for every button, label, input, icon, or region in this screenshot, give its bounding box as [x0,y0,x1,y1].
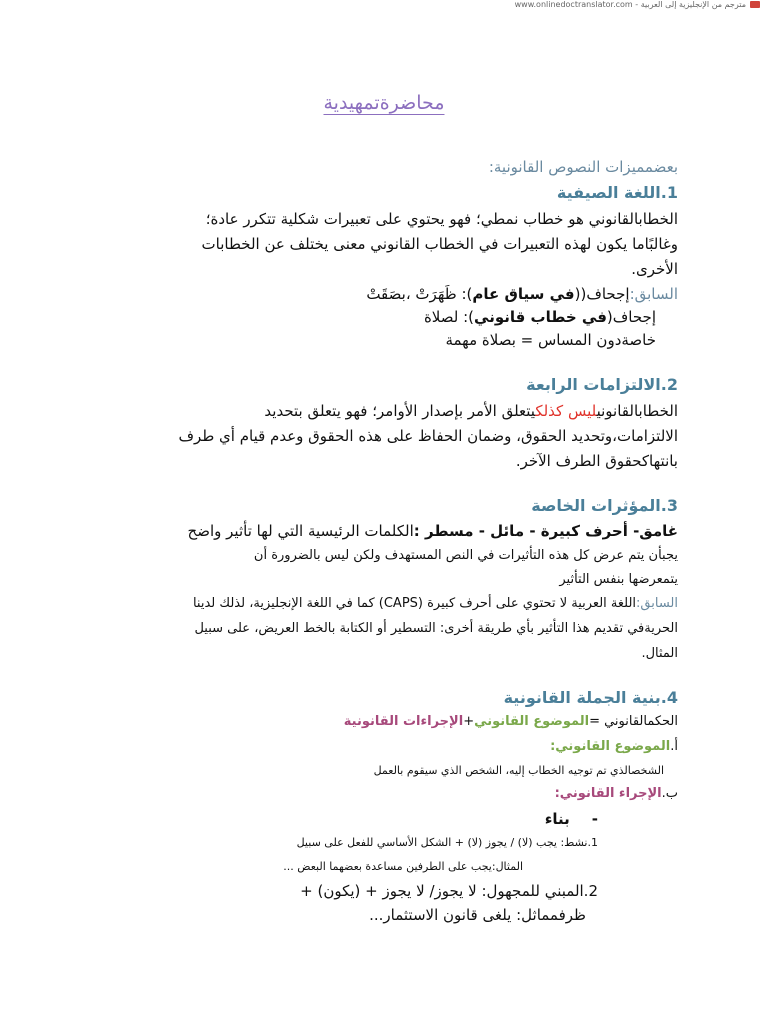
green-term: الموضوع القانوني [474,714,590,729]
translator-logo-icon [750,1,760,8]
magenta-term: الإجراء القانوني: [554,786,662,801]
section-1-line-1: الخطابالقانوني هو خطاب نمطي؛ فهو يحتوي على تعبيرات شكلية تتكرر عادة؛ [205,210,678,228]
section-4-build [90,806,598,832]
section-4-a-text: الشخصالذي تم توجيه الخطاب إليه، الشخص الذي سيقوم بالعمل [373,764,664,777]
section-2-line-2: الالتزامات،وتحديد الحقوق، وضمان الحفاظ على هذه الحقوق وعدم قيام أي طرف [178,427,678,445]
section-3-line-6: المثال. [641,646,678,661]
section-2-line-1 [90,398,678,424]
green-term: الموضوع القانوني: [550,739,671,754]
highlight-red: ليس كذلك [535,402,597,420]
build-label: بناء [544,810,570,828]
prefix: ب. [661,786,678,801]
section-1-line-2: وغالبًاما يكون لهذه التعبيرات في الخطاب القانوني معنى يختلف عن الخطابات [201,235,678,253]
magenta-term: الإجراءات القانونية [343,714,464,729]
text: الحكمالقانوني = [589,714,678,729]
example-text: ): لصلاة [423,308,475,326]
example-text: إجحاف(( [574,285,630,303]
text: يتعلق الأمر بإصدار الأوامر؛ فهو يتعلق بتحديد [264,402,536,420]
section-4-heading: 4.بنية الجملة القانونية [503,688,678,707]
banner-text: www.onlinedoctranslator.com - مترجم من الإنجليزية إلى العربية [514,0,746,9]
section-4-passive-example: ظرفمماثل: يلغى قانون الاستثمار... [369,906,586,924]
section-4-active: 1.نشط: يجب (لا) / يجوز (لا) + الشكل الأساسي للفعل على سبيل [296,836,598,849]
text: الكلمات الرئيسية التي لها تأثير واضح [187,522,414,540]
section-3-line-2: يجبأن يتم عرض كل هذه التأثيرات في النص المستهدف ولكن ليس بالضرورة أن [253,548,678,563]
prev-label: السابق: [629,285,678,303]
section-1-line-3: الأخرى. [631,260,678,278]
section-4-b [90,782,678,806]
translator-banner [515,0,760,9]
section-1-heading: 1.اللغة الصيفية [556,183,678,202]
section-4-rule [90,710,678,734]
text: اللغة العربية لا تحتوي على أحرف كبيرة (CAPS) كما في اللغة الإنجليزية، لذلك لدينا [192,596,637,611]
section-3-line-4 [90,592,678,616]
section-3-line-1 [90,518,678,544]
page-title: محاضرةتمهيدية [323,92,445,114]
example-text: ): ظَهَرَتْ ،بصَقَتْ [366,285,473,303]
example-bold: في سياق عام [472,285,575,303]
section-4-a [90,735,678,759]
section-1-example-3: خاصةدون المساس = بصلاة مهمة [445,331,656,349]
bold-text: غامق- أحرف كبيرة - مائل - مسطر : [413,522,678,540]
bullet: - [591,810,598,828]
section-4-passive: 2.المبني للمجهول: لا يجوز/ لا يجوز + (يكون) + [300,882,598,900]
section-3-line-5: الحريةفي تقديم هذا التأثير بأي طريقة أخرى: التسطير أو الكتابة بالخط العريض، على سبيل [194,621,678,636]
intro-heading: بعضمميزات النصوص القانونية: [488,158,678,176]
example-bold: في خطاب قانوني [474,308,607,326]
plus: + [463,714,475,729]
prev-label: السابق: [636,596,678,611]
section-2-line-3: بانتهاكحقوق الطرف الآخر. [515,452,678,470]
section-4-active-example: المثال:يجب على الطرفين مساعدة بعضهما البعض ... [283,860,523,873]
section-3-line-3: يتمعرضها بنفس التأثير [559,572,678,587]
example-text: إجحاف( [606,308,656,326]
section-3-heading: 3.المؤثرات الخاصة [531,496,678,515]
section-2-heading: 2.الالتزامات الرابعة [526,375,678,394]
prefix: أ. [670,739,678,754]
text: الخطابالقانوني [596,402,678,420]
